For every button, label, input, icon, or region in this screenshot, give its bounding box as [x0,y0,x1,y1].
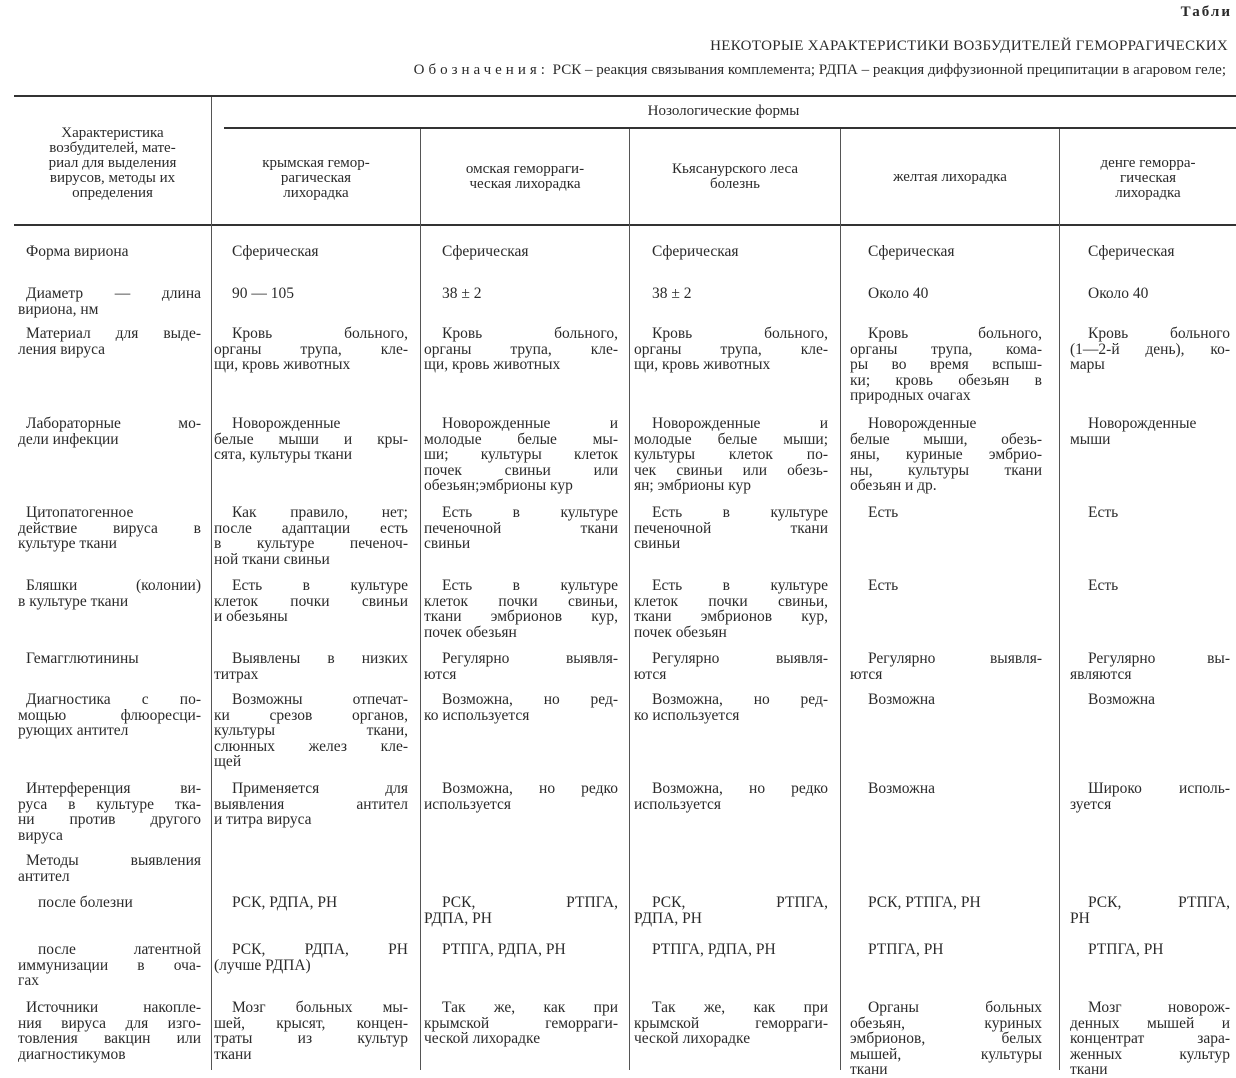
table-cell [850,895,1042,911]
column-divider [840,129,841,1070]
row-label-line: в культуре ткани [18,592,129,610]
legend [414,62,1226,79]
row-label [18,692,201,739]
table-cell-line: Возможна, но редко [442,780,618,797]
table-cell [1070,286,1230,302]
table-cell-line: ной ткани свиньи [214,550,330,568]
column-header-line: Кьясанурского леса [672,161,798,177]
table-label: Табли [1180,4,1232,20]
column-divider [211,97,212,1070]
table-cell [1070,578,1230,594]
table-cell [214,286,408,302]
table-cell [850,578,1042,594]
row-label [18,781,201,843]
table-cell-line: Выявлены в низких [232,650,408,667]
row-label-line: Диаметр — длина [26,285,201,302]
row-label [18,244,201,260]
table-cell-line: Возможна [868,691,936,708]
table-cell-line: женных культур [1070,1045,1230,1063]
table-cell [850,505,1042,521]
table-cell-line: траты из культур [214,1030,408,1047]
table-cell [214,895,408,911]
table-cell [634,244,828,260]
table-cell [214,781,408,828]
table-cell [634,326,828,373]
table-cell [850,781,1042,797]
row-label-line: иммунизации в оча- [18,956,201,974]
table-cell-line: Кровь больного [1088,325,1230,342]
table-cell [214,326,408,373]
table-cell [424,326,618,373]
column-header [421,162,629,192]
table-cell-line: ткани эмбрионов кур, [634,608,828,625]
table-cell-line: Регулярно выявля- [442,650,618,667]
row-label-line: руса в культуре тка- [18,795,201,813]
table-cell-line: Сферическая [1088,243,1175,260]
table-cell-line: Есть в культуре [442,504,618,521]
table-cell-line: в культуре печеноч- [214,535,408,552]
table-cell-line: РСК, РДПА, РН [232,941,408,958]
table-cell-line: Возможна, но ред- [652,691,828,708]
table-cell-line: ткани [850,1061,888,1078]
column-header [841,170,1059,185]
table-cell-line: молодые белые мы- [424,430,618,448]
table-cell-line: Сферическая [232,243,319,260]
table-cell [1070,416,1230,447]
table-cell-line: Новорожденные и [442,415,618,432]
table-cell-line: концентрат зара- [1070,1030,1230,1047]
column-header-line: омская геморраги- [465,161,585,177]
table-cell [850,1000,1042,1078]
row-label [18,505,201,552]
table-cell [634,286,828,302]
row-label-line: дели инфекции [18,430,119,448]
table-cell-line: ткани [214,1045,252,1063]
row-label-line: ни против другого [18,811,201,828]
table-cell [214,651,408,682]
table-cell [424,244,618,260]
group-header: Нозологические формы [647,103,800,119]
row-label-line: вируса [18,826,63,844]
table-cell-line: РСК, РТПГА, РН [868,894,981,911]
table-cell [634,942,828,958]
table-cell-line: Так же, как при [442,999,618,1016]
table-cell-line: мышей, культуры [850,1045,1042,1063]
table-cell-line: свиньи [424,535,471,552]
table-cell-line: щи, кровь животных [424,356,561,373]
table-cell-line: Регулярно выявля- [868,650,1042,667]
table-cell-line: после адаптации есть [214,519,408,537]
table-cell-line: Регулярно вы- [1088,650,1230,667]
table-cell [424,1000,618,1047]
table-cell-line: Мозг больных мы- [232,999,408,1016]
column-divider [420,129,421,1070]
table-cell [424,416,618,494]
table-cell-line: щей [214,753,242,770]
table-cell [214,692,408,770]
table-cell [424,895,618,926]
table-cell-line: ки; кровь обезьян в [850,371,1042,389]
table-cell [1070,244,1230,260]
row-label-line: гах [18,972,39,989]
table-cell-line: зуется [1070,795,1112,813]
table-cell-line: РТПГА, РДПА, РН [652,941,776,958]
table-cell [214,244,408,260]
row-header-line: Характеристика [61,125,164,141]
row-label-line: Интерференция ви- [26,780,201,797]
table-cell [634,505,828,552]
table-cell-line: Возможны отпечат- [232,691,408,708]
table-cell-line: ются [634,665,667,683]
column-header-line: желтая лихорадка [893,169,1007,185]
row-label [18,326,201,357]
table-cell [424,286,618,302]
table-cell-line: выявления антител [214,795,408,813]
table-cell-line: печеночной ткани [634,519,828,537]
table-cell [424,505,618,552]
table-cell-line: почек обезьян [424,623,517,641]
table-cell-line: РТПГА, РДПА, РН [442,941,566,958]
table-cell [424,651,618,682]
table-cell-line: почек обезьян [634,623,727,641]
table-cell-line: природных очагах [850,387,971,404]
table-cell-line: свиньи [634,535,681,552]
table-cell [424,578,618,640]
row-label-line: Методы выявления [26,852,201,869]
table-cell-line: денных мышей и [1070,1014,1230,1032]
table-cell [1070,692,1230,708]
row-header-line: возбудителей, мате- [49,140,176,156]
legend-text: РСК – реакция связывания комплемента; РДПА – реакция диффузионной преципитации в агаровом геле; [552,62,1226,78]
table-cell [634,578,828,640]
table-cell [214,942,408,973]
table-cell [634,1000,828,1047]
table-cell-line: клеток почки свиньи [214,592,408,610]
column-header-line: ческая лихорадка [469,176,581,192]
table-cell [1070,651,1230,682]
table-cell [850,244,1042,260]
row-label-line: диагностикумов [18,1045,126,1063]
table-cell-line: крымской геморраги- [424,1014,618,1032]
table-cell [424,781,618,812]
table-cell [214,416,408,463]
table-cell-line: используется [424,795,512,813]
table-cell-line: Возможна [1088,691,1156,708]
row-label [18,942,201,989]
table-cell-line: Кровь больного, [652,325,828,342]
row-label-line: ния вируса для изго- [18,1014,201,1032]
table-cell-line: и обезьяны [214,608,288,625]
row-label-line: антител [18,867,70,885]
table-cell-line: ян; эмбрионы кур [634,477,752,494]
table-cell [424,942,618,958]
table-cell-line: Есть в культуре [652,504,828,521]
table-cell-line: эмбрионов, белых [850,1030,1042,1047]
table-cell [1070,326,1230,373]
table-cell [850,942,1042,958]
table-cell-line: 90 — 105 [232,285,294,302]
column-header-line: денге геморра- [1100,155,1196,171]
table-cell-line: чек свиньи или обезь- [634,461,828,479]
table-cell-line: используется [634,795,722,813]
table-cell-line: органы трупа, кле- [634,340,828,358]
table-cell-line: Так же, как при [652,999,828,1016]
table-cell-line: ны, культуры ткани [850,461,1042,479]
table-cell [850,326,1042,404]
row-label-line: Гемагглютинины [26,650,139,667]
table-cell-line: Регулярно выявля- [652,650,828,667]
table-cell-line: Есть в культуре [232,577,408,594]
table-cell-line: РДПА, РН [634,909,702,927]
table-cell-line: органы трупа, кома- [850,340,1042,358]
table-cell-line: Органы больных [868,999,1042,1016]
row-label-line: действие вируса в [18,519,201,537]
row-label-line: Материал для выде- [26,325,201,342]
row-label [18,578,201,609]
row-label-line: Диагностика с по- [26,691,201,708]
row-label-line: после латентной [38,941,201,958]
row-label-line: Форма вириона [26,243,129,260]
table-title: НЕКОТОРЫЕ ХАРАКТЕРИСТИКИ ВОЗБУДИТЕЛЕЙ ГЕМОРРАГИЧЕСКИХ [710,38,1228,54]
column-divider [1059,129,1060,1070]
table-cell-line: ры во время вспыш- [850,356,1042,373]
row-label [18,651,201,667]
table-cell [1070,942,1230,958]
row-label-line: мощью флюоресци- [18,706,201,724]
table-cell-line: РСК, РДПА, РН [232,894,338,911]
row-label-line: ления вируса [18,340,106,358]
table-cell-line: являются [1070,665,1132,683]
table-cell-line: Как правило, нет; [232,504,408,521]
table-cell-line: РСК, РТПГА, [652,894,828,911]
row-label [18,895,201,911]
column-divider [629,129,630,1070]
column-header-line: рагическая [280,170,352,186]
header-bottom-rule [14,224,1236,226]
row-label [18,1000,201,1062]
table-cell-line: ки срезов органов, [214,706,408,724]
table-cell-line: титрах [214,665,259,683]
table-cell-line: Широко исполь- [1088,780,1230,797]
table-cell-line: ткани эмбрионов кур, [424,608,618,625]
table-cell-line: культуры ткани, [214,722,408,739]
table-cell-line: клеток почки свиньи, [424,592,618,610]
table-cell-line: Кровь больного, [232,325,408,342]
table-cell-line: шей, крысят, концен- [214,1014,408,1032]
row-header-line: определения [72,185,153,201]
table-cell-line: сята, культуры ткани [214,446,353,463]
row-label [18,853,201,884]
row-label-line: рующих антител [18,722,129,739]
table-cell-line: ши; культуры клеток [424,446,618,463]
table-cell [634,692,828,723]
table-cell-line: Возможна, но ред- [442,691,618,708]
table-cell-line: белые мыши и кры- [214,430,408,448]
table-cell-line: 38 ± 2 [652,285,692,302]
table-cell-line: Есть [868,504,899,521]
table-cell-line: Кровь больного, [442,325,618,342]
group-header-rule [224,127,1236,129]
table-cell-line: печеночной ткани [424,519,618,537]
table-cell-line: щи, кровь животных [214,356,351,373]
table-cell [850,651,1042,682]
table-cell [850,286,1042,302]
table-cell-line: Возможна, но редко [652,780,828,797]
table-cell-line: мары [1070,356,1105,373]
column-header-line: гическая [1119,170,1177,186]
row-label-line: Источники накопле- [26,999,201,1016]
row-label [18,416,201,447]
table-cell-line: ткани [1070,1061,1108,1078]
table-cell-line: Новорожденные [232,415,341,432]
column-header-line: лихорадка [1115,185,1181,201]
table-cell-line: мыши [1070,430,1111,448]
table-cell [634,895,828,926]
table-cell-line: 38 ± 2 [442,285,482,302]
column-header [1060,156,1236,201]
row-label-line: вириона, нм [18,300,99,318]
table-cell-line: (лучше РДПА) [214,956,311,974]
table-cell-line: Новорожденные и [652,415,828,432]
column-header-line: болезнь [709,176,761,192]
table-cell-line: Новорожденные [1088,415,1197,432]
column-header-line: крымская гемор- [262,155,370,171]
table-cell-line: обезьян;эмбрионы кур [424,477,573,494]
table-cell-line: молодые белые мыши; [634,430,828,448]
table-cell-line: Около 40 [1088,285,1149,302]
table-cell-line: Сферическая [652,243,739,260]
row-label-line: товления вакцин или [18,1030,201,1047]
table-cell [1070,1000,1230,1078]
table-cell-line: ются [424,665,457,683]
row-header-line: вирусов, методы их [49,170,176,186]
table-cell-line: обезьян, куриных [850,1014,1042,1032]
table-cell-line: РСК, РТПГА, [1088,894,1230,911]
table-cell [1070,895,1230,926]
table-cell-line: Сферическая [442,243,529,260]
legend-label: Обозначения: [413,62,549,78]
table-cell-line: РСК, РТПГА, [442,894,618,911]
table-cell-line: и титра вируса [214,811,312,828]
table-cell [214,578,408,625]
table-cell-line: ческой лихорадке [634,1030,751,1047]
table-cell-line: ческой лихорадке [424,1030,541,1047]
table-cell-line: ко используется [634,706,740,724]
table-cell-line: Кровь больного, [868,325,1042,342]
table-cell-line: белые мыши, обезь- [850,430,1042,448]
table-cell-line: Есть [1088,504,1119,521]
row-label-line: Бляшки (колонии) [26,577,201,594]
table-cell-line: Около 40 [868,285,929,302]
table-cell [214,505,408,567]
table-cell-line: Возможна [868,780,936,797]
table-cell [1070,781,1230,812]
row-label [18,286,201,317]
row-label-line: Лабораторные мо- [26,415,201,432]
table-cell [424,692,618,723]
table-top-rule [14,95,1236,97]
table-cell-line: почек свиньи или [424,461,618,479]
table-cell-line: органы трупа, кле- [214,340,408,358]
table-cell [634,416,828,494]
column-header [212,156,420,201]
table-cell-line: яны, куриные эмбрио- [850,446,1042,463]
table-cell-line: слюнных желез кле- [214,737,408,755]
row-label-line: Цитопатогенное [26,504,134,521]
table-cell [634,781,828,812]
table-cell [214,1000,408,1062]
table-cell-line: Мозг новорож- [1088,999,1230,1016]
table-cell-line: Сферическая [868,243,955,260]
table-cell-line: Новорожденные [868,415,977,432]
table-cell-line: щи, кровь животных [634,356,771,373]
table-cell-line: крымской геморраги- [634,1014,828,1032]
table-cell-line: клеток почки свиньи, [634,592,828,610]
table-cell-line: ко используется [424,706,530,724]
column-header [630,162,840,192]
table-cell [850,692,1042,708]
table-cell-line: РТПГА, РН [868,941,944,958]
table-cell-line: Применяется для [232,780,408,797]
table-cell-line: РТПГА, РН [1088,941,1164,958]
table-cell-line: культуры клеток по- [634,446,828,463]
table-cell-line: органы трупа, кле- [424,340,618,358]
row-label-line: после болезни [38,894,133,911]
row-header-line: риал для выделения [48,155,177,171]
table-cell-line: Есть в культуре [442,577,618,594]
table-cell [634,651,828,682]
column-header-line: лихорадка [283,185,349,201]
table-cell-line: обезьян и др. [850,477,937,494]
table-cell-line: Есть в культуре [652,577,828,594]
row-label-line: культуре ткани [18,535,117,552]
row-header [20,126,205,201]
table-cell-line: (1—2-й день), ко- [1070,340,1230,358]
table-cell-line: РН [1070,909,1090,927]
table-cell-line: РДПА, РН [424,909,492,927]
table-cell [850,416,1042,494]
table-cell-line: Есть [868,577,899,594]
table-cell-line: Есть [1088,577,1119,594]
table-cell-line: ются [850,665,883,683]
table-cell [1070,505,1230,521]
